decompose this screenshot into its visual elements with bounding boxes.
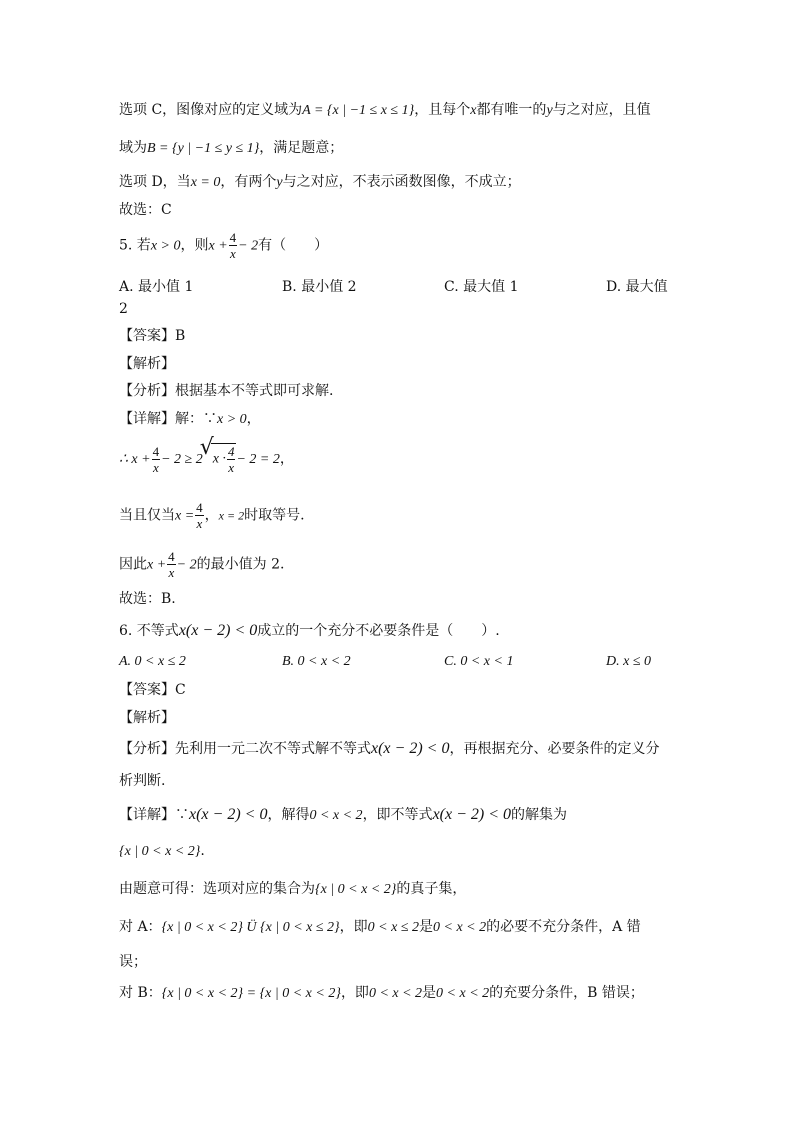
line-option-c — [119, 100, 651, 121]
text: ，即 — [340, 985, 369, 1001]
text: 与之对应，不表示函数图像，不成立； — [282, 174, 521, 190]
math: {x | 0 < x < 2} Ü {x | 0 < x ≤ 2} — [161, 920, 340, 935]
math: {x | 0 < x < 2} — [315, 882, 397, 897]
text: 【分析】先利用一元二次不等式解不等式 — [119, 741, 371, 757]
text: ，即 — [339, 919, 368, 935]
math: − 2 ≥ 2 — [161, 452, 203, 467]
analysis-6 — [119, 739, 659, 759]
math: x + — [208, 238, 228, 254]
q6-option-b: B. 0 < x < 2 — [282, 654, 351, 669]
equality-condition-5 — [119, 500, 305, 531]
text: 与之对应，且值 — [552, 102, 651, 118]
answer-5: 【答案】B — [119, 328, 186, 344]
math: x — [470, 103, 477, 118]
choose-b: 故选：B. — [119, 591, 176, 607]
math: x > 0 — [217, 412, 247, 427]
line-choose-c: 故选：C — [119, 202, 172, 218]
text: 成立的一个充分不必要条件是（ ）. — [257, 623, 500, 639]
fraction: $\frac{4}{x}$ — [152, 443, 160, 475]
equation-5 — [119, 443, 294, 475]
analysis-6-heading: 【解析】 — [119, 710, 175, 726]
question-6 — [119, 621, 500, 641]
text: 是 — [419, 919, 434, 935]
text: 由题意可得：选项对应的集合为 — [119, 881, 315, 897]
text: 的解集为 — [511, 807, 568, 823]
text: 的最小值为 2. — [196, 556, 285, 573]
text: ， — [279, 451, 294, 467]
text: 当且仅当 — [119, 507, 175, 524]
analysis-5: 【分析】根据基本不等式即可求解. — [119, 383, 334, 399]
question-5 — [119, 230, 328, 261]
math: {x | 0 < x < 2} — [119, 844, 201, 859]
option-a-check — [119, 917, 641, 938]
analysis-5-heading: 【解析】 — [119, 356, 175, 372]
text: 的充要分条件，B 错误； — [489, 985, 644, 1001]
math: x > 0 — [150, 238, 181, 254]
text: ， — [204, 507, 219, 524]
math: {x | 0 < x < 2} = {x | 0 < x < 2} — [161, 986, 341, 1001]
text: 对 B： — [119, 985, 162, 1001]
text: ，满足题意； — [259, 140, 344, 156]
text: 时取等号. — [244, 507, 305, 524]
sqrt: √ x · $\frac{4}{x}$ — [211, 443, 237, 475]
detail-6 — [119, 805, 567, 826]
q5-option-c: C. 最大值 1 — [444, 279, 519, 295]
text: 选项 D，当 — [119, 174, 191, 190]
math: x = — [175, 508, 195, 524]
text: . — [200, 843, 205, 859]
math: x(x − 2) < 0 — [371, 740, 450, 757]
math: x(x − 2) < 0 — [432, 806, 512, 823]
text: 【详解】∵ — [119, 807, 189, 823]
answer-6: 【答案】C — [119, 682, 186, 698]
math: x = 2 — [218, 508, 245, 523]
q5-option-a: A. 最小值 1 — [119, 279, 194, 295]
text: 对 A： — [119, 919, 162, 935]
math: x(x − 2) < 0 — [189, 806, 268, 823]
line-option-d — [119, 172, 521, 193]
text: 6. 不等式 — [119, 623, 179, 639]
math: ∴ x + — [119, 452, 151, 467]
option-a-check-cont: 误； — [119, 954, 147, 970]
q6-option-d: D. x ≤ 0 — [606, 654, 652, 669]
math: A = {x | −1 ≤ x ≤ 1} — [302, 103, 415, 118]
text: 有（ ） — [258, 237, 329, 254]
text: ， — [246, 411, 261, 427]
text: ，即不等式 — [362, 807, 433, 823]
fraction: $\frac{4}{x}$ — [227, 444, 235, 475]
math: x = 0 — [190, 175, 221, 190]
fraction: $\frac{4}{x}$ — [229, 230, 237, 261]
math: 0 < x < 2 — [436, 986, 490, 1001]
math: − 2 — [176, 557, 197, 573]
math: 0 < x < 2 — [309, 808, 363, 823]
math: − 2 — [238, 238, 259, 254]
text: 选项 C，图像对应的定义域为 — [119, 102, 303, 118]
subset-statement — [119, 879, 466, 900]
text: 是 — [422, 985, 437, 1001]
detail-5 — [119, 409, 261, 430]
conclusion-5 — [119, 549, 284, 580]
math: x(x − 2) < 0 — [178, 622, 258, 639]
text: ，且每个 — [414, 102, 471, 118]
math: B = {y | −1 ≤ y ≤ 1} — [147, 141, 260, 156]
fraction: $\frac{4}{x}$ — [196, 500, 203, 531]
text: ，解得 — [267, 807, 310, 823]
text: 因此 — [119, 556, 147, 573]
math: x + — [147, 557, 167, 573]
text: 的必要不充分条件，A 错 — [486, 919, 641, 935]
math: 0 < x ≤ 2 — [367, 920, 420, 935]
q5-option-d: D. 最大值 — [606, 279, 668, 295]
text: 的真子集， — [396, 881, 467, 897]
analysis-6-cont: 析判断. — [119, 773, 166, 789]
math: − 2 = 2 — [236, 452, 280, 467]
text: 域为 — [119, 140, 147, 156]
q5-option-d-cont: 2 — [119, 301, 128, 317]
line-range — [119, 138, 343, 159]
math: 0 < x < 2 — [368, 986, 423, 1001]
q6-option-a: A. 0 < x ≤ 2 — [119, 654, 186, 669]
text: ，则 — [180, 237, 209, 254]
math: 0 < x < 2 — [433, 920, 487, 935]
text: 都有唯一的 — [476, 102, 547, 118]
text: ，有两个 — [220, 174, 277, 190]
fraction: $\frac{4}{x}$ — [168, 549, 175, 580]
q6-option-c: C. 0 < x < 1 — [444, 654, 514, 669]
text: 5. 若 — [119, 237, 151, 254]
detail-6-cont — [119, 841, 205, 862]
option-b-check — [119, 983, 644, 1004]
text: 【详解】解：∵ — [119, 411, 217, 427]
math: y — [546, 103, 553, 118]
q5-option-b: B. 最小值 2 — [282, 279, 357, 295]
text: ，再根据充分、必要条件的定义分 — [449, 741, 660, 757]
math: y — [276, 175, 283, 190]
